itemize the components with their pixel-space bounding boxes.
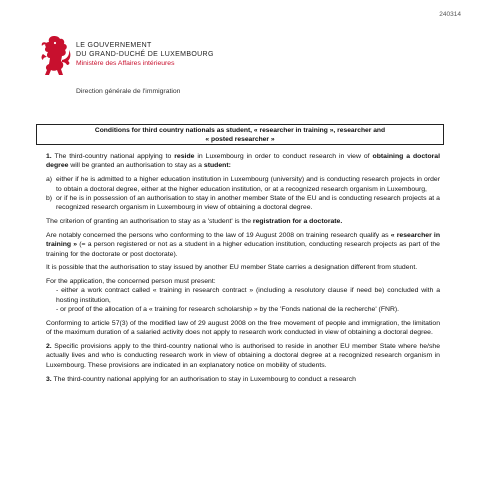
section-1-bold-student: student: [203, 162, 231, 170]
application-paragraph: For the application, the concerned person must present: [46, 277, 216, 285]
section-1-text-2: in Luxembourg in order to conduct research in view of [194, 153, 373, 160]
section-1-bold-doctoral: obtaining a doctoral degree [46, 153, 440, 170]
section-1-bold-reside: reside [174, 153, 195, 160]
document-body [46, 152, 440, 388]
list-text-b: or if he is in possession of an authorisation to stay in another member State of the EU and is conducting research projects at a recognized research organism in Luxembourg in view of obtaining a doctoral degree. [56, 194, 440, 212]
ministry-name: Ministère des Affaires intérieures [76, 60, 175, 67]
section-3-number: 3. [46, 375, 52, 383]
section-1-number: 1. [46, 153, 52, 160]
section-1-text: The third-country national applying to [51, 153, 175, 160]
criterion-text: The criterion of granting an authorisation to stay as a 'student' is the [46, 218, 253, 226]
dash-item-contract: - either a work contract called « training in research contract » (including a resolutory clause if need be) concluded with a hosting institution, [56, 287, 440, 304]
section-3-paragraph [46, 375, 440, 384]
concerned-text-2: (= a person registered or not as a student in a higher education institution, conducting research projects as part of the training for the doctorate or post doctorate). [46, 241, 440, 258]
list-marker-a: a) [46, 176, 53, 184]
title-line-1: Conditions for third country nationals as student, « researcher in training », researcher and [94, 127, 386, 134]
concerned-text: Are notably concerned the persons who conforming to the law of 19 August 2008 on training research qualify as [46, 231, 391, 239]
luxembourg-red-lion-icon [40, 34, 72, 78]
government-heading [76, 41, 214, 68]
section-2-paragraph [46, 342, 440, 370]
concerned-bold: « researcher in training » [46, 231, 441, 249]
section-1-text-3: will be granted an authorisation to stay as a [68, 162, 204, 170]
possible-paragraph: It is possible that the authorisation to stay issued by another EU member State carries a designation different from student. [46, 264, 418, 272]
section-3-text: The third-country national applying for an authorisation to stay in Luxembourg to conduct a research [51, 375, 356, 383]
list-item-b [46, 194, 440, 213]
criterion-bold: registration for a doctorate. [252, 218, 343, 226]
section-2-text: Specific provisions apply to the third-country national who is authorised to reside in another EU member State where he/she actually lives and who is conducting research work in view of obtaining a doctoral degree at a recognized research organism in Luxembourg. These provisions are indicated in an explanatory notice on mobility of students. [46, 342, 440, 369]
directorate-name: Direction générale de l'immigration [76, 88, 181, 95]
criterion-paragraph [46, 217, 440, 226]
document-title-box [36, 124, 444, 145]
concerned-paragraph [46, 231, 440, 259]
title-line-2: « posted researcher » [205, 136, 275, 143]
conforming-paragraph: Conforming to article 57(3) of the modified law of 29 august 2008 on the free movement of people and immigration, the limitation of the maximum duration of a salaried activity does not apply to research work conducted in view of obtaining a doctoral degree. [46, 319, 440, 337]
list-text-a: either if he is admitted to a higher education institution in Luxembourg (university) and is conducting research projects in order to obtain a doctoral degree, either at the higher education institution, or at a recognized research organism in Luxembourg, [56, 176, 440, 193]
dash-item-scholarship: - or proof of the allocation of a « training for research scholarship » by the 'Fonds national de la recherche' (FNR). [56, 306, 400, 314]
document-reference-number: 240314 [439, 11, 461, 18]
list-marker-b: b) [46, 194, 53, 202]
government-line-2: DU GRAND-DUCHÉ DE LUXEMBOURG [76, 51, 214, 58]
list-item-a [46, 175, 440, 194]
government-line-1: LE GOUVERNEMENT [76, 42, 152, 49]
section-1-intro [46, 152, 440, 171]
section-2-number: 2. [46, 342, 52, 350]
